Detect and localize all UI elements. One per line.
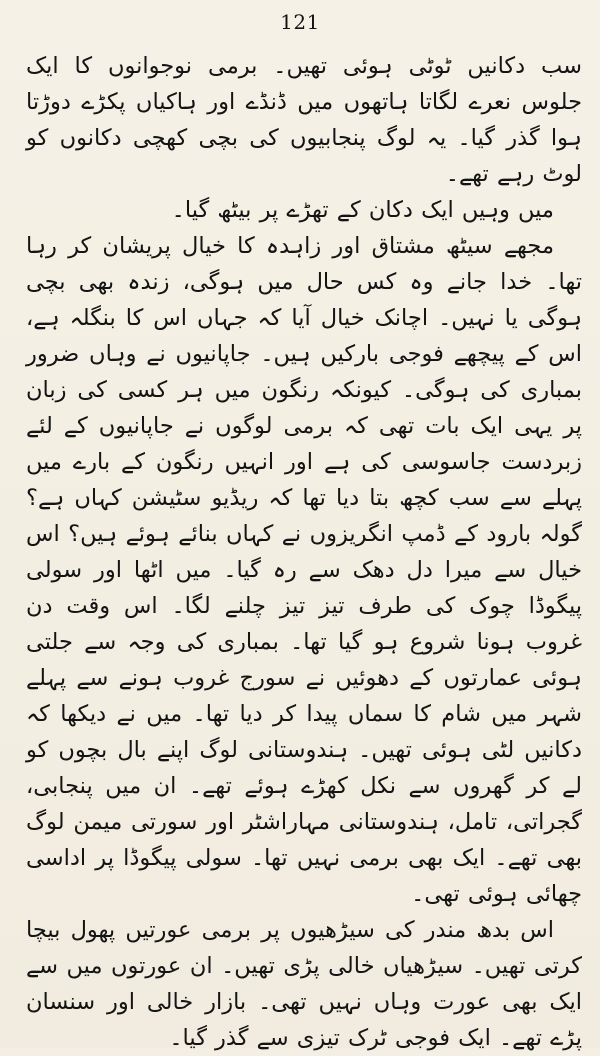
paragraph: مجھے سیٹھ مشتاق اور زاہدہ کا خیال پریشان کر رہا تھا۔ خدا جانے وہ کس حال میں ہوگی، زندہ بھی بچی ہوگی یا نہیں۔ اچانک خیال آیا کہ جہاں اس کا بنگلہ ہے، اس کے پیچھے فوجی بارکیں ہیں۔ جاپانیوں نے وہاں ضرور بمباری کی ہوگی۔ کیونکہ رنگون میں ہر کسی کی زبان پر یہی ایک بات تھی کہ برمی لوگوں نے جاپانیوں کے لئے زبردست جاسوسی کی ہے اور انہیں رنگون کے بارے میں پہلے سے سب کچھ بتا دیا تھا کہ ریڈیو سٹیشن کہاں ہے؟ گولہ بارود کے ڈمپ انگریزوں نے کہاں بنائے ہوئے ہیں؟ اس خیال سے میرا دل دھک سے رہ گیا۔ میں اٹھا اور سولی پیگوڈا چوک کی طرف تیز تیز چلنے لگا۔ اس وقت دن غروب ہونا شروع ہو گیا تھا۔ بمباری کی وجہ سے جلتی ہوئی عمارتوں کے دھوئیں نے سورج غروب ہونے سے پہلے شہر میں شام کا سماں پیدا کر دیا تھا۔ میں نے دیکھا کہ دکانیں لٹی ہوئی تھیں۔ ہندوستانی لوگ اپنے بال بچوں کو لے کر گھروں سے نکل کھڑے ہوئے تھے۔ ان میں پنجابی، گجراتی، تامل، ہندوستانی مہاراشٹر اور سورتی میمن لوگ بھی تھے۔ ایک بھی برمی نہیں تھا۔ سولی پیگوڈا پر اداسی چھائی ہوئی تھی۔ [26, 233, 582, 907]
paragraph: اس بدھ مندر کی سیڑھیوں پر برمی عورتیں پھول بیچا کرتی تھیں۔ سیڑھیاں خالی پڑی تھیں۔ ان عورتوں میں سے ایک بھی عورت وہاں نہیں تھی۔ بازار خالی اور سنسان پڑے تھے۔ ایک فوجی ٹرک تیزی سے گذر گیا۔ [26, 917, 582, 1051]
page-text [26, 48, 582, 1056]
paragraph: سب دکانیں ٹوٹی ہوئی تھیں۔ برمی نوجوانوں کا ایک جلوس نعرے لگاتا ہاتھوں میں ڈنڈے اور ہاکیاں پکڑے دوڑتا ہوا گذر گیا۔ یہ لوگ پنجابیوں کی بچی کھچی دکانوں کو لوٹ رہے تھے۔ [26, 53, 582, 187]
paragraph: میں وہیں ایک دکان کے تھڑے پر بیٹھ گیا۔ [171, 197, 554, 223]
page-number: 121 [280, 10, 320, 34]
